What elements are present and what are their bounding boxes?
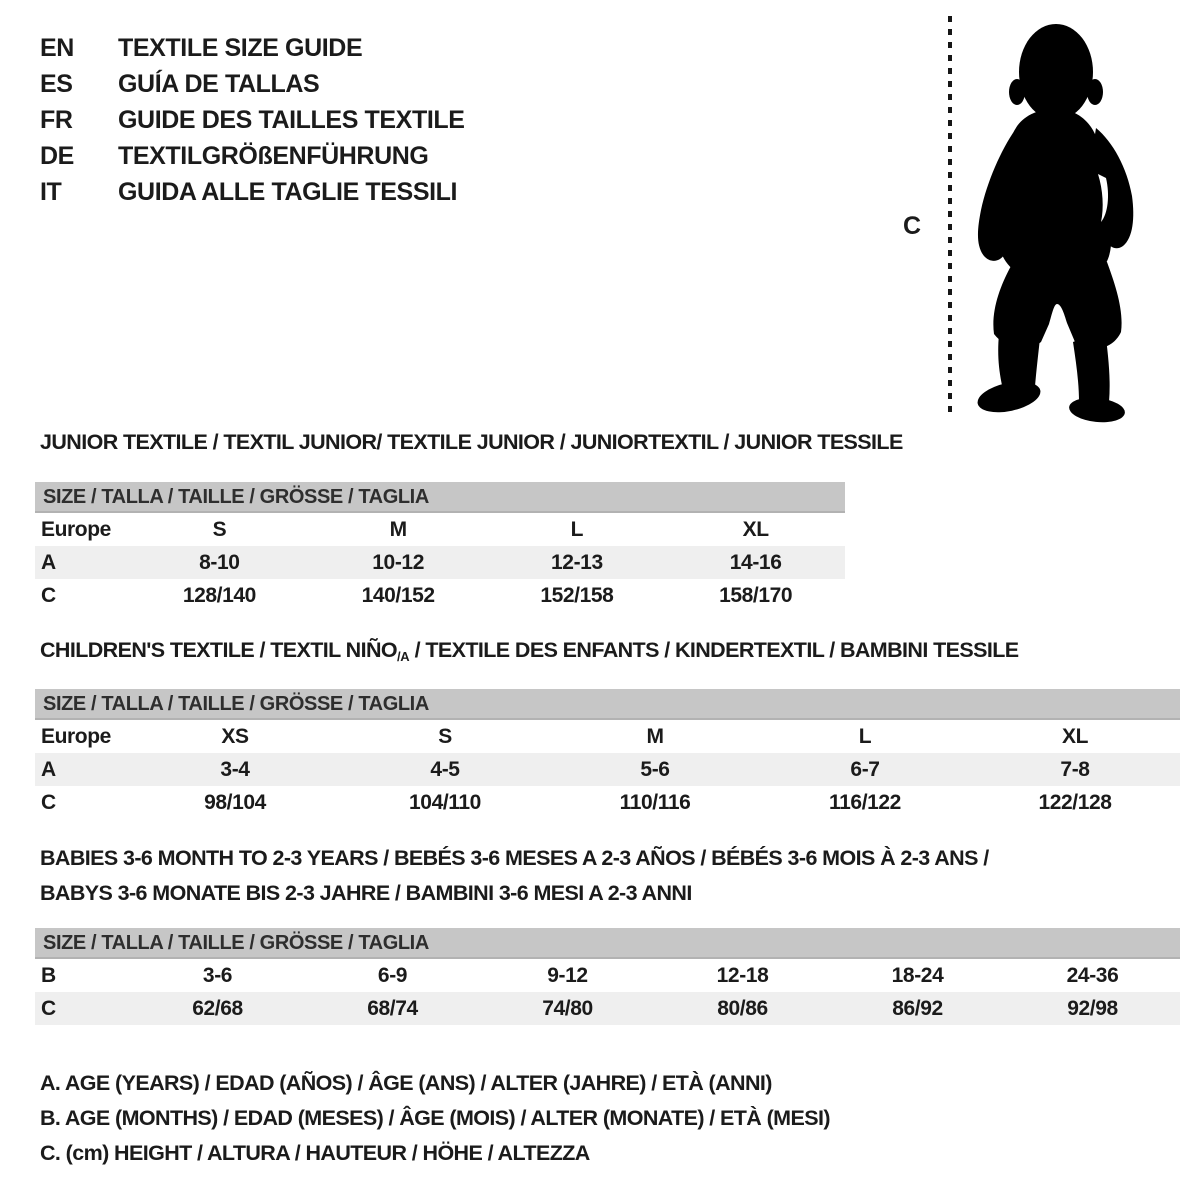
children-title-pre: CHILDREN'S TEXTILE / TEXTIL NIÑO [40, 638, 398, 662]
list-item [40, 30, 465, 66]
list-item [40, 138, 465, 174]
size-value-cell: 116/122 [829, 790, 901, 814]
row-label-cell: C [35, 992, 130, 1025]
size-value-cell: 122/128 [1038, 790, 1112, 814]
size-header-bar: SIZE / TALLA / TAILLE / GRÖSSE / TAGLIA [35, 482, 845, 513]
legend-line-a: A. AGE (YEARS) / EDAD (AÑOS) / ÂGE (ANS) / ALTER (JAHRE) / ETÀ (ANNI) [40, 1071, 772, 1095]
size-value-cell: S [212, 517, 227, 541]
size-value-cell: 140/152 [361, 583, 435, 607]
size-value-cell: 92/98 [1005, 992, 1180, 1025]
junior-size-table [35, 482, 845, 612]
size-value-cell: 8-10 [130, 546, 309, 579]
list-item [40, 102, 465, 138]
guide-title: GUIDA ALLE TAGLIE TESSILI [118, 178, 458, 206]
size-value-cell: M [389, 517, 407, 541]
size-value-cell: XL [742, 517, 769, 541]
size-value-cell: 110/116 [619, 790, 691, 814]
table-row [35, 753, 1180, 786]
size-value-cell: 12-18 [716, 963, 769, 987]
measure-legend [40, 1066, 830, 1171]
row-label-cell: Europe [41, 724, 111, 748]
table-row [35, 959, 1180, 992]
guide-title: TEXTILE SIZE GUIDE [118, 34, 363, 62]
size-value-cell: 6-9 [377, 963, 408, 987]
language-code: DE [40, 142, 74, 170]
guide-title: GUÍA DE TALLAS [118, 70, 320, 98]
size-value-cell: 62/68 [130, 992, 305, 1025]
language-code: IT [40, 178, 62, 206]
table-row [35, 786, 1180, 819]
size-value-cell: 10-12 [309, 546, 488, 579]
size-header-bar: SIZE / TALLA / TAILLE / GRÖSSE / TAGLIA [35, 928, 1180, 959]
table-row [35, 992, 1180, 1025]
size-value-cell: XL [1061, 724, 1089, 748]
babies-title-line2: BABYS 3-6 MONATE BIS 2-3 JAHRE / BAMBINI 3-6 MESI A 2-3 ANNI [40, 881, 692, 905]
row-label-cell: B [41, 963, 56, 987]
size-value-cell: S [438, 724, 452, 748]
children-title-post: / TEXTILE DES ENFANTS / KINDERTEXTIL / BAMBINI TESSILE [409, 638, 1019, 662]
size-value-cell: 24-36 [1066, 963, 1119, 987]
size-value-cell: 6-7 [760, 753, 970, 786]
row-label-cell: A [35, 753, 130, 786]
language-title-list [40, 30, 465, 210]
size-header-bar: SIZE / TALLA / TAILLE / GRÖSSE / TAGLIA [35, 689, 1180, 720]
children-title-sub: /A [397, 649, 410, 664]
size-value-cell: 104/110 [409, 790, 481, 814]
list-item [40, 174, 465, 210]
table-row [35, 513, 845, 546]
row-label-cell: A [35, 546, 130, 579]
row-label-cell: Europe [41, 517, 111, 541]
size-value-cell: 9-12 [547, 963, 588, 987]
size-value-cell: 18-24 [891, 963, 944, 987]
size-value-cell: 12-13 [488, 546, 667, 579]
babies-table [35, 959, 1180, 1025]
guide-title: GUIDE DES TAILLES TEXTILE [118, 106, 465, 134]
language-code: FR [40, 106, 73, 134]
size-value-cell: 86/92 [830, 992, 1005, 1025]
height-dotted-line [948, 16, 952, 418]
size-value-cell: 4-5 [340, 753, 550, 786]
size-value-cell: M [646, 724, 664, 748]
size-value-cell: XS [221, 724, 249, 748]
babies-size-table [35, 928, 1180, 1025]
size-value-cell: 68/74 [305, 992, 480, 1025]
children-table [35, 720, 1180, 819]
table-row [35, 579, 845, 612]
size-value-cell: 7-8 [970, 753, 1180, 786]
size-value-cell: 152/158 [540, 583, 614, 607]
size-value-cell: 3-4 [130, 753, 340, 786]
row-label-cell: C [41, 583, 56, 607]
table-row [35, 546, 845, 579]
size-value-cell: 98/104 [204, 790, 266, 814]
children-size-table [35, 689, 1180, 819]
children-section-title [40, 638, 1019, 664]
babies-title-line1: BABIES 3-6 MONTH TO 2-3 YEARS / BEBÉS 3-6 MESES A 2-3 AÑOS / BÉBÉS 3-6 MOIS À 2-3 ANS / [40, 846, 989, 870]
size-value-cell: 74/80 [480, 992, 655, 1025]
size-value-cell: L [858, 724, 872, 748]
legend-line-c: C. (cm) HEIGHT / ALTURA / HAUTEUR / HÖHE / ALTEZZA [40, 1141, 590, 1165]
row-label-cell: C [41, 790, 56, 814]
size-value-cell: 158/170 [719, 583, 793, 607]
size-value-cell: 14-16 [666, 546, 845, 579]
junior-section-title: JUNIOR TEXTILE / TEXTIL JUNIOR/ TEXTILE JUNIOR / JUNIORTEXTIL / JUNIOR TESSILE [40, 430, 903, 454]
table-row [35, 720, 1180, 753]
size-value-cell: 128/140 [182, 583, 256, 607]
size-value-cell: 80/86 [655, 992, 830, 1025]
baby-silhouette-icon [960, 12, 1147, 424]
junior-table [35, 513, 845, 612]
size-value-cell: 3-6 [202, 963, 233, 987]
language-code: EN [40, 34, 74, 62]
guide-title: TEXTILGRÖßENFÜHRUNG [118, 142, 429, 170]
size-value-cell: L [570, 517, 584, 541]
language-code: ES [40, 70, 73, 98]
list-item [40, 66, 465, 102]
legend-line-b: B. AGE (MONTHS) / EDAD (MESES) / ÂGE (MOIS) / ALTER (MONATE) / ETÀ (MESI) [40, 1106, 830, 1130]
height-measure-label: C [903, 212, 921, 240]
size-value-cell: 5-6 [550, 753, 760, 786]
babies-section-title [40, 841, 989, 911]
